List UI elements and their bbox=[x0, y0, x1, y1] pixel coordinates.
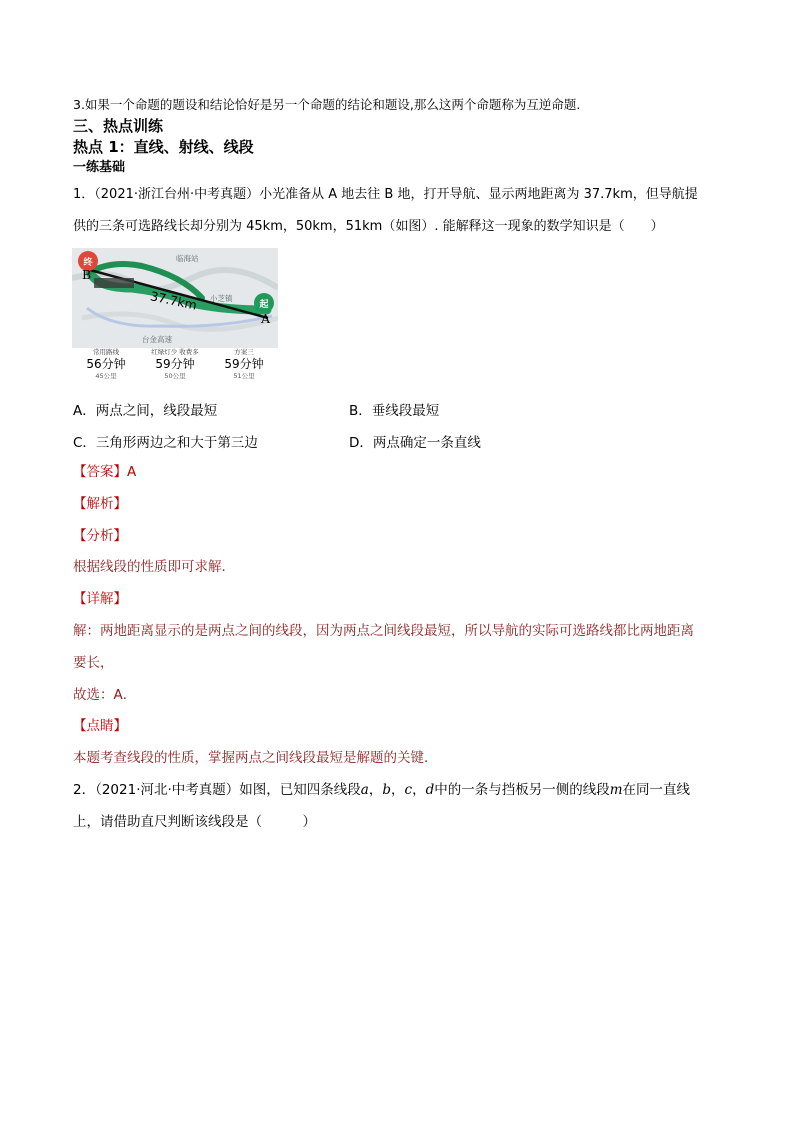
route-option-time: 59分钟 bbox=[155, 357, 195, 371]
detail-line-2: 要长， bbox=[73, 655, 114, 671]
var-m: m bbox=[609, 782, 623, 798]
answer-row bbox=[73, 463, 136, 481]
q2-text-part: 在同一直线 bbox=[622, 782, 691, 798]
navigation-map-figure bbox=[72, 248, 278, 386]
fenxi-text: 根据线段的性质即可求解． bbox=[73, 559, 235, 575]
detail-line-1: 解：两地距离显示的是两点之间的线段，因为两点之间线段最短，所以导航的实际可选路线都比两地距离 bbox=[73, 623, 694, 639]
q1-line-1: 1．（2021·浙江台州·中考真题）小光准备从 A 地去往 B 地，打开导航、显示两地距离为 37.7km，但导航提 bbox=[73, 187, 698, 202]
q2-separator: ， bbox=[368, 782, 383, 798]
answer-value: A bbox=[127, 464, 137, 480]
var-d: d bbox=[425, 782, 435, 798]
route-stats bbox=[72, 348, 278, 386]
fenxi-label: 【分析】 bbox=[73, 528, 127, 544]
intro-line: 3.如果一个命题的题设和结论恰好是另一个命题的结论和题设,那么这两个命题称为互逆命题. bbox=[73, 97, 581, 112]
q1-option-c: C．三角形两边之和大于第三边 bbox=[73, 435, 258, 451]
var-b: b bbox=[382, 782, 391, 798]
distance-label: 37.7km bbox=[148, 288, 199, 313]
q1-option-a: A．两点之间，线段最短 bbox=[73, 403, 218, 419]
comment-label: 【点睛】 bbox=[73, 718, 127, 734]
var-c: c bbox=[404, 782, 413, 798]
var-a: a bbox=[360, 782, 369, 798]
analysis-label: 【解析】 bbox=[73, 496, 127, 512]
route-option-distance: 45公里 bbox=[95, 372, 117, 380]
place-label-1: 临海站 bbox=[176, 254, 199, 263]
route-option-name: 常用路线 bbox=[93, 348, 119, 356]
detail-line-3: 故选：A． bbox=[73, 687, 137, 703]
q2-text-part: 2．（2021·河北·中考真题）如图，已知四条线段 bbox=[73, 782, 361, 798]
q2-separator: ， bbox=[412, 782, 426, 798]
route-option-distance: 51公里 bbox=[233, 372, 255, 380]
point-a-label: A bbox=[261, 311, 271, 326]
q1-option-d: D．两点确定一条直线 bbox=[349, 435, 481, 451]
detail-label: 【详解】 bbox=[73, 591, 127, 607]
route-option bbox=[72, 348, 140, 381]
q2-line-1 bbox=[73, 781, 690, 799]
hotspot-heading: 热点 1：直线、射线、线段 bbox=[73, 138, 254, 156]
start-pin: 起 bbox=[254, 293, 274, 313]
q2-text-part: 中的一条与挡板另一侧的线段 bbox=[434, 782, 610, 798]
route-option bbox=[210, 348, 278, 381]
point-b-label: B bbox=[82, 267, 92, 282]
q1-line-2: 供的三条可选路线长却分别为 45km，50km，51km（如图）. 能解释这一现象的数学知识是（ ） bbox=[73, 219, 664, 234]
route-option-name: 方案三 bbox=[234, 348, 254, 356]
section-heading: 三、热点训练 bbox=[73, 117, 164, 135]
road-label: 台金高速 bbox=[142, 335, 172, 344]
end-pin: 终 bbox=[78, 251, 98, 271]
route-option-distance: 50公里 bbox=[164, 372, 186, 380]
route-option-time: 59分钟 bbox=[224, 357, 264, 371]
route-option-time: 56分钟 bbox=[86, 357, 126, 371]
route-option bbox=[141, 348, 209, 381]
q2-line-2: 上，请借助直尺判断该线段是（ ） bbox=[73, 814, 316, 830]
comment-text: 本题考查线段的性质，掌握两点之间线段最短是解题的关键． bbox=[73, 750, 438, 766]
route-option-name: 红绿灯少 收费多 bbox=[151, 348, 199, 356]
answer-label: 【答案】 bbox=[73, 464, 127, 480]
q1-option-b: B．垂线段最短 bbox=[349, 403, 440, 419]
q2-separator: ， bbox=[391, 782, 405, 798]
place-label-2: 小芝镇 bbox=[210, 294, 233, 303]
subheading: 一练基础 bbox=[73, 160, 126, 175]
